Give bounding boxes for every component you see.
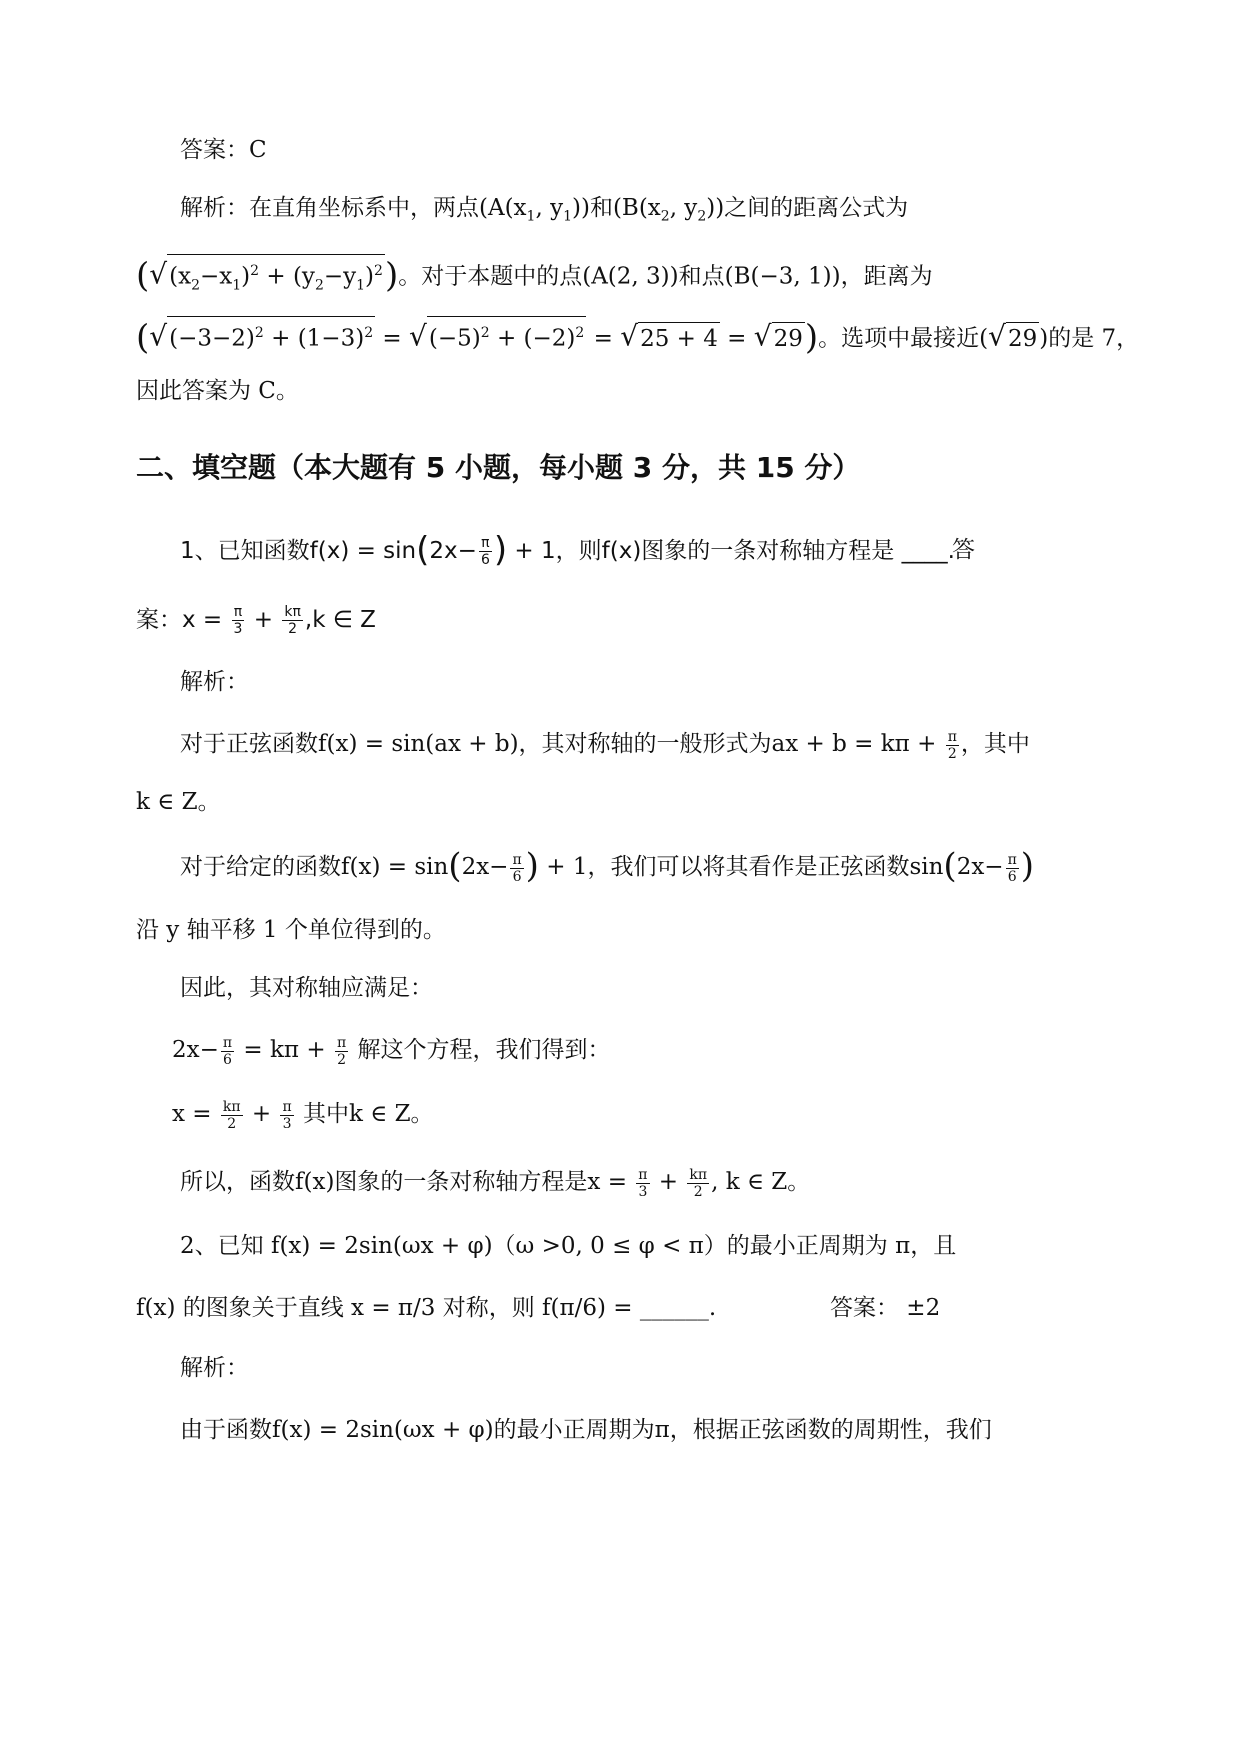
k-integer-line: k ∈ Z。 xyxy=(136,789,221,815)
therefore-line: 因此，其对称轴应满足： xyxy=(180,975,433,1001)
question-2-answer: 答案： ±2 xyxy=(830,1295,941,1321)
distance-calculation-line: $(√(-3-2)^2 + (1-3)^2 = √(-5)^2 + (-2)^2 = √25 + 4 = √29)$。选项中最接近(√29)的是 7， xyxy=(136,317,1140,358)
answer-label-tail: 答 xyxy=(952,537,975,563)
equation-line: 2x− $\frac{\pi}{6}$ = kπ + $\frac{\pi}{2}$ 解这个方程，我们得到： xyxy=(172,1034,611,1068)
period-analysis-line: 由于函数f(x) = 2sin(ωx + φ)的最小正周期为π，根据正弦函数的周期性，我们 xyxy=(180,1417,992,1443)
shift-line: 沿 y 轴平移 1 个单位得到的。 xyxy=(136,917,446,943)
question-2-line-2: f(x) 的图象关于直线 x = π/3 对称，则 f(π/6) = ______. xyxy=(136,1295,717,1321)
question-1-line: 1、已知函数f(x) = sin(2x− $\frac{\pi}{6}$ ) + 1，则f(x)图象的一条对称轴方程是 ____. xyxy=(180,530,955,570)
section-heading: 二、填空题（本大题有 5 小题，每小题 3 分，共 15 分） xyxy=(136,451,861,484)
question-2-line-1: 2、已知 f(x) = 2sin(ωx + φ)（ω >0, 0 ≤ φ < π）的最小正周期为 π，且 xyxy=(180,1233,957,1259)
final-axis-line: 所以，函数f(x)图象的一条对称轴方程是x = $\frac{\pi}{3}$ + $\frac{k\pi}{2}$ , k ∈ Z。 xyxy=(180,1166,811,1200)
question-1-answer-line: 案：x = $\frac{\pi}{3}$ + $\frac{k\pi}{2}$ ,k ∈ Z xyxy=(136,604,376,637)
conclusion-line: 因此答案为 C。 xyxy=(136,378,299,404)
solution-line: x = $\frac{k\pi}{2}$ + $\frac{\pi}{3}$ 其中k ∈ Z。 xyxy=(172,1098,434,1132)
distance-formula-line: $(√(x_2-x_1)^2 + (y_2-y_1)^2)$。对于本题中的点(A(2, 3))和点(B(−3, 1))，距离为 xyxy=(136,254,933,301)
analysis-label-2: 解析： xyxy=(180,1355,249,1381)
sine-axis-general-form-line: 对于正弦函数f(x) = sin(ax + b)，其对称轴的一般形式为ax + b = kπ + $\frac{\pi}{2}$ ，其中 xyxy=(180,728,1030,762)
given-function-line: 对于给定的函数f(x) = sin(2x− $\frac{\pi}{6}$ ) + 1，我们可以将其看作是正弦函数sin(2x− $\frac{\pi}{6}$ ) xyxy=(180,846,1035,886)
analysis-label: 解析： xyxy=(180,669,249,695)
answer-line: 答案：C xyxy=(180,137,267,163)
analysis-distance-formula-line: 解析：在直角坐标系中，两点($A(x_1$, $y_1$))和($B(x_2$, $y_2$))之间的距离公式为 xyxy=(180,195,909,225)
